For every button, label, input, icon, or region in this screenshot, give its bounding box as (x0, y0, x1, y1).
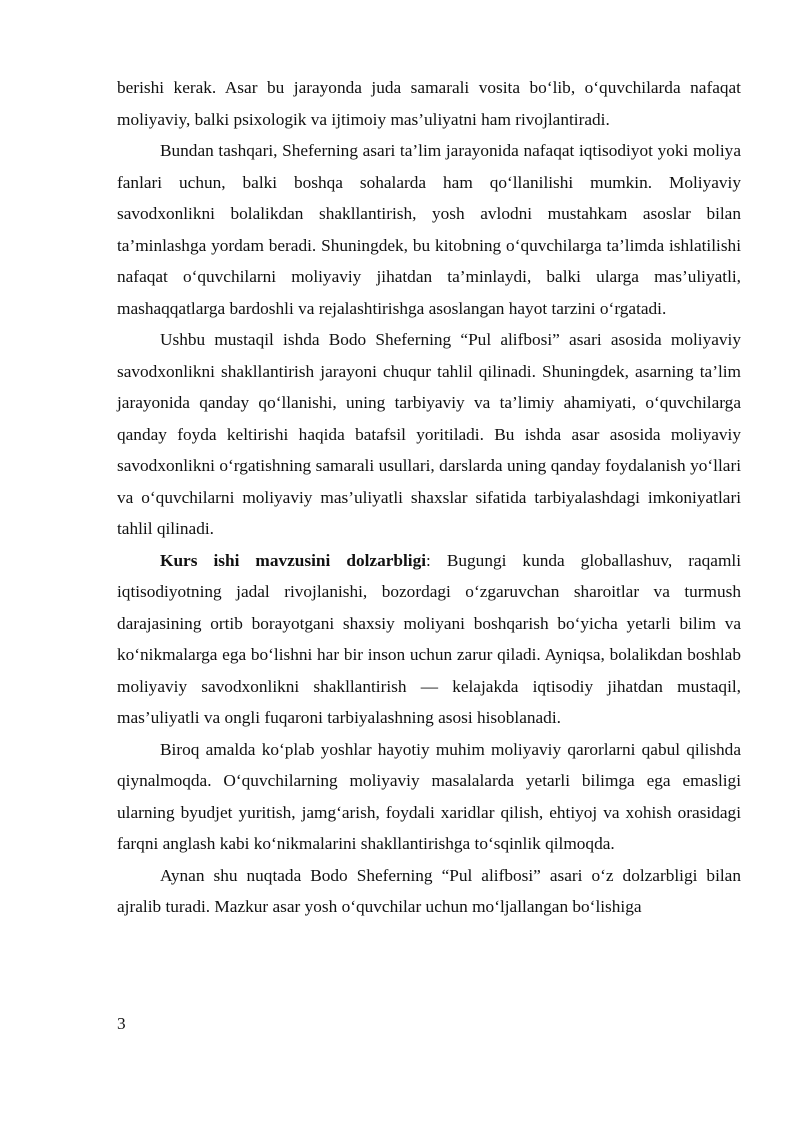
paragraph-4-body: : Bugungi kunda globallashuv, raqamli iqtisodiyotning jadal rivojlanishi, bozordagi o‘zgaruvchan sharoitlar va turmush darajasining ortib borayotgani shaxsiy moliyani boshqarish bo‘yicha yetarli bilim va ko‘nikmalarga ega bo‘lishni har bir inson uchun zarur qiladi. Ayniqsa, bolalikdan boshlab moliyaviy savodxonlikni shakllantirish — kelajakda iqtisodiy jihatdan mustaqil, mas’uliyatli va ongli fuqaroni tarbiyalashning asosi hisoblanadi. (117, 550, 741, 727)
paragraph-4 (117, 545, 741, 734)
document-page (117, 72, 741, 923)
section-heading-inline: Kurs ishi mavzusini dolzarbligi (160, 550, 427, 570)
paragraph-2: Bundan tashqari, Sheferning asari ta’lim jarayonida nafaqat iqtisodiyot yoki moliya fanlari uchun, balki boshqa sohalarda ham qo‘llanilishi mumkin. Moliyaviy savodxonlikni bolalikdan shakllantirish, yosh avlodni mustahkam asoslar bilan ta’minlashga yordam beradi. Shuningdek, bu kitobning o‘quvchilarga ta’limda ishlatilishi nafaqat o‘quvchilarni moliyaviy jihatdan ta’minlaydi, balki ularga mas’uliyatli, mashaqqatlarga bardoshli va rejalashtirishga asoslangan hayot tarzini o‘rgatadi. (117, 141, 741, 318)
paragraph-6: Aynan shu nuqtada Bodo Sheferning “Pul alifbosi” asari o‘z dolzarbligi bilan ajralib turadi. Mazkur asar yosh o‘quvchilar uchun mo‘ljallangan bo‘lishiga (117, 865, 741, 916)
page-number: 3 (117, 1014, 126, 1033)
paragraph-3: Ushbu mustaqil ishda Bodo Sheferning “Pul alifbosi” asari asosida moliyaviy savodxonlikni shakllantirish jarayoni chuqur tahlil qilinadi. Shuningdek, asarning ta’lim jarayonida qanday qo‘llanishi, uning tarbiyaviy va ta’limiy ahamiyati, o‘quvchilarga qanday foyda keltirishi haqida batafsil yoritiladi. Bu ishda asar asosida moliyaviy savodxonlikni o‘rgatishning samarali usullari, darslarda uning qanday foydalanish yo‘llari va o‘quvchilarni moliyaviy mas’uliyatli shaxslar sifatida tarbiyalashdagi imkoniyatlari tahlil qilinadi. (117, 330, 741, 538)
paragraph-1: berishi kerak. Asar bu jarayonda juda samarali vosita bo‘lib, o‘quvchilarda nafaqat moliyaviy, balki psixologik va ijtimoiy mas’uliyatni ham rivojlantiradi. (117, 78, 741, 129)
paragraph-5: Biroq amalda ko‘plab yoshlar hayotiy muhim moliyaviy qarorlarni qabul qilishda qiynalmoqda. O‘quvchilarning moliyaviy masalalarda yetarli bilimga ega emasligi ularning byudjet yuritish, jamg‘arish, foydali xaridlar qilish, ehtiyoj va xohish orasidagi farqni anglash kabi ko‘nikmalarini shakllantirishga to‘sqinlik qilmoqda. (117, 739, 741, 853)
